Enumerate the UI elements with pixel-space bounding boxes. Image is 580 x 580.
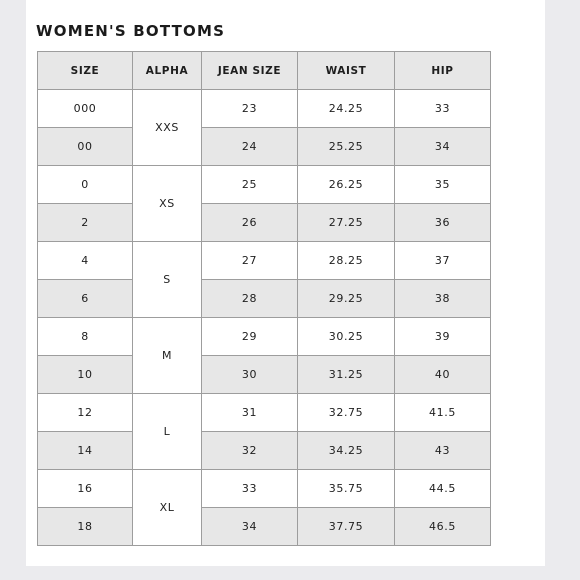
header-size: SIZE: [38, 52, 133, 90]
alpha-cell: XS: [133, 166, 202, 242]
waist-cell: 26.25: [298, 166, 395, 204]
hip-cell: 39: [395, 318, 491, 356]
table-row: [38, 394, 491, 432]
jean-size-cell: 32: [202, 432, 298, 470]
header-waist: WAIST: [298, 52, 395, 90]
hip-cell: 38: [395, 280, 491, 318]
table-row: [38, 356, 491, 394]
jean-size-cell: 23: [202, 90, 298, 128]
jean-size-cell: 30: [202, 356, 298, 394]
table-header-row: [38, 52, 491, 90]
hip-cell: 44.5: [395, 470, 491, 508]
size-cell: 18: [38, 508, 133, 546]
size-cell: 16: [38, 470, 133, 508]
hip-cell: 34: [395, 128, 491, 166]
waist-cell: 24.25: [298, 90, 395, 128]
jean-size-cell: 34: [202, 508, 298, 546]
waist-cell: 32.75: [298, 394, 395, 432]
jean-size-cell: 28: [202, 280, 298, 318]
size-cell: 8: [38, 318, 133, 356]
jean-size-cell: 24: [202, 128, 298, 166]
alpha-cell: XL: [133, 470, 202, 546]
hip-cell: 33: [395, 90, 491, 128]
size-cell: 14: [38, 432, 133, 470]
waist-cell: 31.25: [298, 356, 395, 394]
table-row: [38, 318, 491, 356]
size-cell: 4: [38, 242, 133, 280]
header-alpha: ALPHA: [133, 52, 202, 90]
waist-cell: 27.25: [298, 204, 395, 242]
alpha-cell: L: [133, 394, 202, 470]
size-cell: 000: [38, 90, 133, 128]
header-jean-size: JEAN SIZE: [202, 52, 298, 90]
page-title: WOMEN'S BOTTOMS: [36, 22, 226, 40]
size-cell: 2: [38, 204, 133, 242]
table-row: [38, 128, 491, 166]
table-row: [38, 90, 491, 128]
waist-cell: 29.25: [298, 280, 395, 318]
table-row: [38, 470, 491, 508]
table-row: [38, 280, 491, 318]
table-row: [38, 242, 491, 280]
hip-cell: 40: [395, 356, 491, 394]
size-cell: 6: [38, 280, 133, 318]
alpha-cell: M: [133, 318, 202, 394]
waist-cell: 34.25: [298, 432, 395, 470]
size-cell: 12: [38, 394, 133, 432]
size-cell: 0: [38, 166, 133, 204]
hip-cell: 37: [395, 242, 491, 280]
hip-cell: 41.5: [395, 394, 491, 432]
size-chart-table: [37, 51, 491, 546]
size-cell: 10: [38, 356, 133, 394]
jean-size-cell: 31: [202, 394, 298, 432]
hip-cell: 43: [395, 432, 491, 470]
waist-cell: 35.75: [298, 470, 395, 508]
waist-cell: 30.25: [298, 318, 395, 356]
alpha-cell: S: [133, 242, 202, 318]
hip-cell: 36: [395, 204, 491, 242]
jean-size-cell: 26: [202, 204, 298, 242]
table-row: [38, 204, 491, 242]
hip-cell: 46.5: [395, 508, 491, 546]
size-cell: 00: [38, 128, 133, 166]
alpha-cell: XXS: [133, 90, 202, 166]
table-row: [38, 166, 491, 204]
header-hip: HIP: [395, 52, 491, 90]
jean-size-cell: 29: [202, 318, 298, 356]
waist-cell: 25.25: [298, 128, 395, 166]
table-row: [38, 432, 491, 470]
jean-size-cell: 33: [202, 470, 298, 508]
hip-cell: 35: [395, 166, 491, 204]
table-row: [38, 508, 491, 546]
waist-cell: 37.75: [298, 508, 395, 546]
waist-cell: 28.25: [298, 242, 395, 280]
jean-size-cell: 25: [202, 166, 298, 204]
jean-size-cell: 27: [202, 242, 298, 280]
